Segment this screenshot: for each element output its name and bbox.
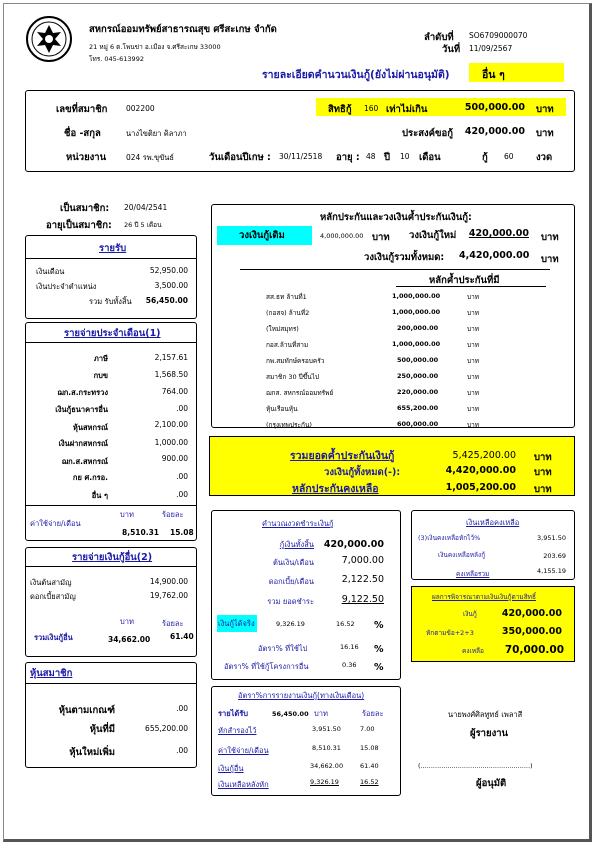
- guarantee-total: 5,425,200.00: [452, 450, 516, 461]
- shares-value-2: 655,200.00: [145, 724, 188, 733]
- ratio-pct-col: ร้อยละ: [362, 709, 384, 718]
- guarantee-list-title: หลักค้ำประกันที่มี: [429, 275, 500, 286]
- ratio-pct-4: 16.52: [360, 778, 379, 786]
- guarantee-item-amount: 500,000.00: [397, 356, 439, 364]
- installment-value-3: 2,122.50: [341, 574, 384, 585]
- guarantee-item-unit: บาท: [467, 293, 480, 301]
- monthly-value-2: 1,568.50: [154, 370, 188, 379]
- guarantee-item-name: สส.ธท ล้านที่1: [266, 293, 307, 301]
- membership-value: 26 ปี 5 เดือน: [124, 221, 162, 229]
- ratio-title: อัตรา%การรายงานเงินกู้(ทางเงินเดือน): [238, 691, 365, 700]
- shares-label-2: หุ้นที่มี: [89, 724, 115, 735]
- reporter-role: ผู้รายงาน: [470, 728, 509, 739]
- date-label: วันที่: [442, 44, 461, 55]
- monthly-value-3: 764.00: [161, 387, 188, 396]
- installment-label-3: ดอกเบี้ย/เดือน: [268, 577, 314, 586]
- guarantee-item-amount: 200,000.00: [397, 324, 439, 332]
- total-loan-label: วงเงินกู้รวมทั้งหมด:: [364, 252, 445, 263]
- since-label: เป็นสมาชิก:: [60, 203, 110, 214]
- guarantee-item-amount: 250,000.00: [397, 372, 439, 380]
- shares-label-1: หุ้นตามเกณฑ์: [58, 705, 115, 716]
- request-baht: บาท: [536, 128, 554, 139]
- ratio-value-2: 8,510.31: [312, 744, 341, 752]
- new-loan-baht: บาท: [541, 232, 559, 243]
- other-loans-value-2: 19,762.00: [149, 591, 188, 600]
- guarantee-item-unit: บาท: [467, 405, 480, 413]
- monthly-value-1: 2,157.61: [154, 353, 188, 362]
- installment-label-2: ต้นเงิน/เดือน: [273, 558, 314, 567]
- ratio-value-4: 9,326.19: [310, 778, 339, 786]
- remaining-value-3: 4,155.19: [537, 567, 566, 575]
- remaining-label-2: เงินคงเหลือหลังกู้: [438, 551, 486, 559]
- total-loan-amount: 4,420,000.00: [459, 250, 530, 261]
- reporter-name: นายพงศ์ศิลทูทธ์ เพลาสี: [448, 710, 523, 719]
- age-year-unit: ปี: [384, 152, 391, 163]
- ratio1-label: อัตรา% ที่ใช้ไป: [258, 644, 308, 653]
- monthly-label-4: เงินกู้ธนาคารอื่น: [55, 405, 108, 414]
- other-loans-pct-col: ร้อยละ: [162, 619, 184, 628]
- shares-value-1: .00: [176, 704, 188, 713]
- guarantee-item-name: กพ.สมทักษ์ครอบครัว: [266, 357, 325, 365]
- new-loan-label: วงเงินกู้ใหม่: [409, 230, 457, 241]
- guarantee-item-name: ฌกส. สหกรณ์ออมทรัพย์: [266, 389, 334, 397]
- ratio-income-label: รายได้รับ: [218, 709, 249, 718]
- loan-label: กู้: [482, 152, 488, 163]
- monthly-value-7: 900.00: [161, 454, 188, 463]
- monthly-label-9: อื่น ๆ: [91, 491, 108, 500]
- installment-value-1: 420,000.00: [323, 539, 384, 550]
- total-loan-baht: บาท: [541, 254, 559, 265]
- ratio-baht-col: บาท: [314, 709, 328, 718]
- installment-value-4: 9,122.50: [341, 594, 384, 605]
- guarantee-item-amount: 1,000,000.00: [392, 308, 441, 316]
- loans-baht: บาท: [534, 467, 552, 478]
- collateral-title: หลักประกันและวงเงินค้ำประกันเงินกู้:: [320, 212, 472, 223]
- other-loans-label-1: เงินต้นสามัญ: [30, 578, 72, 587]
- approver-blank: (.....................................................): [418, 762, 533, 770]
- monthly-value-6: 1,000.00: [154, 438, 188, 447]
- monthly-label-7: ฌก.ส.สหกรณ์: [61, 457, 108, 466]
- monthly-value-8: .00: [176, 472, 188, 481]
- guarantee-item-name: กอส.ล้านที่สาม: [266, 341, 309, 349]
- guarantee-item-unit: บาท: [467, 373, 480, 381]
- monthly-label-8: กย ศ.กรอ.: [72, 473, 108, 482]
- rights-baht: บาท: [536, 104, 554, 115]
- after-label: เงินกู้ได้จริง: [218, 619, 255, 628]
- loans-total: 4,420,000.00: [445, 465, 516, 476]
- remain-label: หลักประกันคงเหลือ: [292, 483, 379, 495]
- installment-label-1: กู้เงินทั้งสิ้น: [279, 540, 314, 549]
- guarantee-item-amount: 600,000.00: [397, 420, 439, 428]
- period-unit: งวด: [536, 152, 553, 163]
- date-value: 11/09/2567: [469, 44, 513, 53]
- rights-max-label: เท่าไม่เกิน: [386, 104, 428, 115]
- shares-title: หุ้นสมาชิก: [30, 668, 73, 679]
- seq-label: ลำดับที่: [424, 32, 454, 43]
- consider-label-3: คงเหลือ: [462, 647, 484, 655]
- monthly-pct-col: ร้อยละ: [162, 510, 184, 519]
- guarantee-item-name: สมาชิก 30 ปีขึ้นไป: [266, 373, 320, 381]
- seq-value: SO6709000070: [469, 31, 528, 40]
- org-logo: [26, 16, 72, 62]
- since-date: 20/04/2541: [124, 203, 168, 212]
- ratio-label-4: เงินเหลือหลังหัก: [218, 780, 269, 789]
- guarantee-item-name: (ใหม่สมุทร): [266, 325, 299, 333]
- ratio-pct-1: 7.00: [360, 725, 375, 733]
- guarantee-item-unit: บาท: [467, 325, 480, 333]
- consider-value-2: 350,000.00: [501, 626, 562, 637]
- age-month-unit: เดือน: [419, 152, 441, 163]
- guarantee-item-unit: บาท: [467, 309, 480, 317]
- remaining-value-2: 203.69: [543, 552, 566, 560]
- monthly-pct: 15.08: [170, 528, 194, 537]
- ratio2-pct-sign: %: [374, 662, 384, 673]
- ratio-value-3: 34,662.00: [310, 762, 344, 770]
- rights-amount: 500,000.00: [464, 102, 525, 113]
- ratio-pct-2: 15.08: [360, 744, 379, 752]
- age-months: 10: [400, 152, 410, 161]
- monthly-label-2: กบข: [93, 371, 108, 380]
- consider-value-3: 70,000.00: [504, 644, 564, 656]
- new-loan-amount: 420,000.00: [468, 228, 529, 239]
- after-pct-sign: %: [374, 620, 384, 631]
- consider-title: ผลการพิจารณาตามเงินเงินกู้ตามสิทธิ์: [432, 593, 536, 601]
- other-loans-value-1: 14,900.00: [149, 577, 188, 586]
- monthly-label-1: ภาษี: [93, 354, 108, 363]
- loan-type: อื่น ๆ: [482, 69, 505, 81]
- monthly-title: รายจ่ายประจำเดือน(1): [64, 328, 161, 339]
- installment-value-2: 7,000.00: [341, 555, 384, 566]
- doc-title: รายละเอียดคำนวนเงินกู้(ยังไม่ผ่านอนุมัติ): [262, 69, 450, 81]
- ratio-income: 56,450.00: [272, 710, 309, 718]
- income-total-label: รวม รับทั้งสิ้น: [89, 297, 132, 306]
- monthly-total: 8,510.31: [122, 528, 160, 537]
- old-loan-baht: บาท: [372, 232, 390, 243]
- rights-pct: 160: [364, 104, 379, 113]
- shares-value-3: .00: [176, 746, 188, 755]
- remaining-label-1: (3)เงินคงเหลือหักไว้%: [418, 534, 481, 542]
- remain-baht: บาท: [534, 484, 552, 495]
- guarantee-item-amount: 220,000.00: [397, 388, 439, 396]
- other-loans-pct: 61.40: [170, 632, 194, 641]
- old-loan-amount: 4,000,000.00: [320, 232, 364, 240]
- ratio1-value: 16.16: [340, 643, 359, 651]
- shares-label-3: หุ้นใหม่เพิ่ม: [69, 747, 115, 758]
- member-name: นางไขติยา คิลาภา: [126, 129, 187, 138]
- name-label: ชื่อ -สกุล: [64, 128, 101, 139]
- after-pct: 16.52: [336, 620, 355, 628]
- remaining-label-3: คงเหลือรวม: [456, 570, 490, 578]
- request-amount: 420,000.00: [464, 126, 525, 137]
- ratio-label-2: ค่าใช้จ่าย/เดือน: [218, 746, 269, 755]
- installment-label-4: รวม ยอดชำระ: [267, 597, 314, 606]
- rights-label: สิทธิกู้: [328, 104, 352, 115]
- income-value-2: 3,500.00: [154, 281, 188, 290]
- ratio-label-3: เงินกู้อื่น: [218, 764, 244, 773]
- age-label: อายุ :: [336, 152, 360, 163]
- other-loans-title: รายจ่ายเงินกู้อื่น(2): [72, 552, 153, 563]
- other-loans-total: 34,662.00: [108, 635, 151, 644]
- ratio-pct-3: 61.40: [360, 762, 379, 770]
- income-label-1: เงินเดือน: [36, 267, 65, 276]
- consider-label-2: หักตามข้อ+2+3: [426, 629, 474, 637]
- income-label-2: เงินประจำตำแหน่ง: [36, 282, 97, 291]
- unit-value: 024 รพ.ขุขันธ์: [126, 153, 175, 162]
- org-phone: โทร. 045-613992: [89, 55, 144, 63]
- unit-label: หน่วยงาน: [66, 152, 107, 163]
- other-loans-total-label: รวมเงินกู้อื่น: [34, 633, 73, 642]
- loan-periods: 60: [504, 152, 514, 161]
- monthly-total-label: ค่าใช้จ่าย/เดือน: [30, 519, 81, 528]
- guarantee-item-unit: บาท: [467, 341, 480, 349]
- monthly-label-5: หุ้นสหกรณ์: [72, 423, 108, 432]
- retire-label: วันเดือนปีเกษ :: [209, 152, 271, 163]
- guarantee-item-unit: บาท: [467, 389, 480, 397]
- consider-label-1: เงินกู้: [463, 610, 477, 618]
- monthly-baht-col: บาท: [120, 510, 134, 519]
- monthly-value-9: .00: [176, 490, 188, 499]
- ratio2-value: 0.36: [342, 661, 357, 669]
- after-value: 9,326.19: [276, 620, 305, 628]
- org-name: สหกรณ์ออมทรัพย์สาธารณสุข ศรีสะเกษ จำกัด: [89, 24, 277, 35]
- consider-value-1: 420,000.00: [501, 608, 562, 619]
- remaining-value-1: 3,951.50: [537, 534, 566, 542]
- request-label: ประสงค์ขอกู้: [402, 128, 453, 139]
- guarantee-item-unit: บาท: [467, 421, 480, 429]
- org-address: 21 หมู่ 6 ต.โพนข่า อ.เมือง จ.ศรีสะเกษ 33000: [89, 43, 221, 51]
- retire-date: 30/11/2518: [279, 152, 323, 161]
- guarantee-item-name: (กรุงเทพประกัน): [266, 421, 312, 429]
- loans-total-label: วงเงินกู้ทั้งหมด(-):: [324, 467, 401, 478]
- other-loans-baht-col: บาท: [120, 617, 134, 626]
- ratio2-label: อัตรา% ที่ใช้กู้โครงการอื่น: [224, 662, 309, 671]
- document-page: [3, 3, 592, 842]
- member-no-label: เลขที่สมาชิก: [56, 104, 108, 115]
- guarantee-total-label: รวมยอดค้ำประกันเงินกู้: [290, 450, 395, 462]
- old-loan-label: วงเงินกู้เดิม: [239, 230, 285, 241]
- monthly-value-5: 2,100.00: [154, 420, 188, 429]
- income-value-1: 52,950.00: [149, 266, 188, 275]
- ratio1-pct-sign: %: [374, 644, 384, 655]
- guarantee-item-name: (กอสจ) ล้านที่2: [266, 309, 310, 317]
- guarantee-item-name: หุ้นเรือนหุ้น: [266, 405, 298, 413]
- installment-title: คำนวณงวดชำระเงินกู้: [262, 519, 334, 528]
- remaining-title: เงินเหลือคงเหลือ: [466, 518, 520, 527]
- income-title: รายรับ: [99, 243, 127, 254]
- ratio-value-1: 3,951.50: [312, 725, 341, 733]
- monthly-label-3: ฌก.ส.กระทรวง: [57, 388, 108, 397]
- remain-total: 1,005,200.00: [445, 482, 516, 493]
- guarantee-item-amount: 655,200.00: [397, 404, 439, 412]
- approver-role: ผู้อนุมัติ: [476, 778, 507, 789]
- monthly-label-6: เงินฝากสหกรณ์: [58, 439, 108, 448]
- guarantee-item-amount: 1,000,000.00: [392, 340, 441, 348]
- member-no: 002200: [126, 104, 155, 113]
- membership-label: อายุเป็นสมาชิก:: [46, 220, 112, 231]
- other-loans-label-2: ดอกเบี้ยสามัญ: [30, 592, 76, 601]
- monthly-value-4: .00: [176, 404, 188, 413]
- guarantee-item-unit: บาท: [467, 357, 480, 365]
- age-years: 48: [366, 152, 376, 161]
- ratio-label-1: หักสำรองไว้: [218, 726, 257, 735]
- guarantee-baht: บาท: [534, 452, 552, 463]
- guarantee-item-amount: 1,000,000.00: [392, 292, 441, 300]
- income-total: 56,450.00: [145, 296, 188, 305]
